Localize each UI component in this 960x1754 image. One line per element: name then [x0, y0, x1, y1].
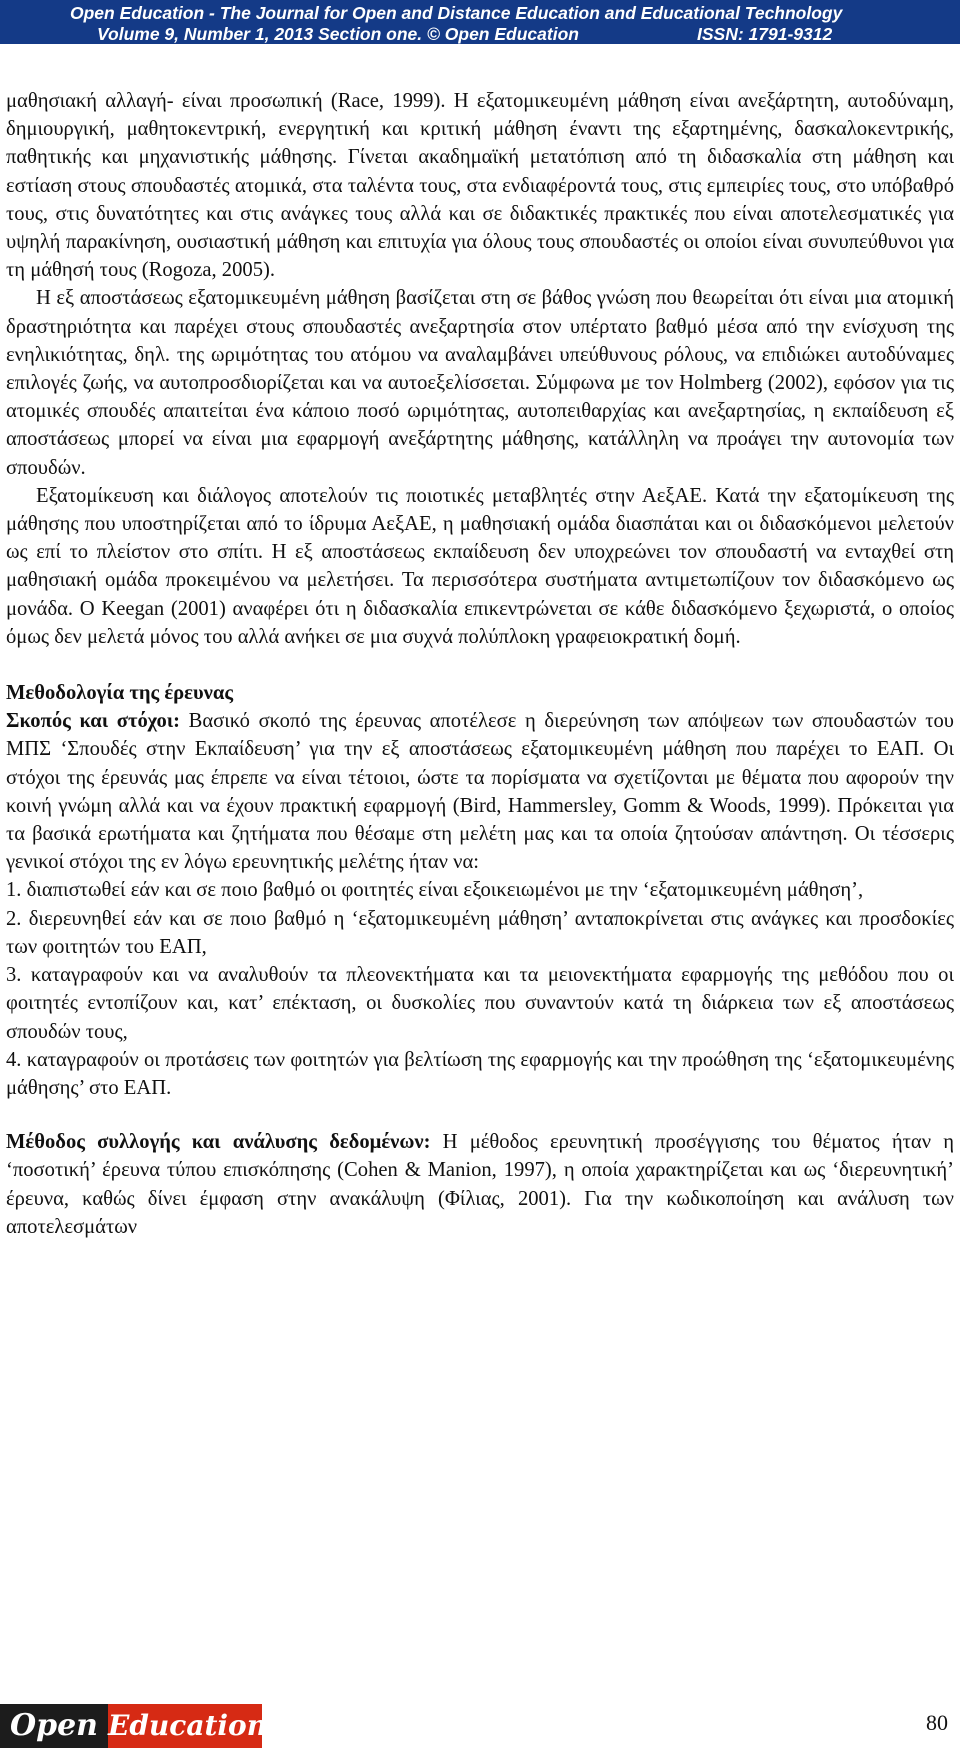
- method-label: Μέθοδος συλλογής και ανάλυσης δεδομένων:: [6, 1131, 431, 1154]
- aims-label: Σκοπός και στόχοι:: [6, 710, 180, 733]
- spacer: [6, 1102, 954, 1128]
- paragraph-1: μαθησιακή αλλαγή- είναι προσωπική (Race, 1999). Η εξατομικευμένη μάθηση είναι ανεξάρτητη, αυτοδύναμη, δημιουργική, μαθητοκεντρική, ενεργητική και κριτική μάθηση έναντι της εξαρτημένης, δασκαλοκεντρικής, παθητικής και μηχανιστικής μάθησης. Γίνεται ακαδημαϊκή μετατόπιση από τη διδασκαλία στη μάθηση και εστίαση στους σπουδαστές ατομικά, στα ταλέντα τους, στα ενδιαφέροντά τους, στις εμπειρίες τους, στο υπόβαθρό τους, στις δυνατότητες και στις ανάγκες τους αλλά και σε διδακτικές πρακτικές που είναι αποτελεσματικές για υψηλή παρακίνηση, ουσιαστική μάθηση και επιτυχία για όλους τους σπουδαστές οι οποίοι είναι συνυπεύθυνοι για τη μάθησή τους (Rogoza, 2005).: [6, 90, 954, 282]
- paragraph-2: Η εξ αποστάσεως εξατομικευμένη μάθηση βασίζεται στη σε βάθος γνώση που θεωρείται ότι είναι μια ατομική δραστηριότητα και παρέχει στους σπουδαστές ανεξαρτησία στον υπέρτατο βαθμό μέσα από την ενίσχυση της ενηλικιότητας, δηλ. της ωριμότητας του ατόμου να αναλαμβάνει υπεύθυνους ρόλους, να επιδιώκει αυτοδύναμες επιλογές ζωής, να αυτοπροσδιορίζεται και να αυτοεξελίσσεται. Σύμφωνα με τον Holmberg (2002), εφόσον για τις ατομικές σπουδές απαιτείται ένα κάποιο ποσό ωριμότητας, αυτοπειθαρχίας και ανεξαρτησίας, η εκπαίδευση εξ αποστάσεως μπορεί να είναι μια εφαρμογή ανεξάρτητης μάθησης, κατάλληλη να προάγει την αυτονομία των σπουδών.: [6, 287, 954, 479]
- aims-text: Βασικό σκοπό της έρευνας αποτέλεσε η διερεύνηση των απόψεων των σπουδαστών του ΜΠΣ ‘Σπουδές στην Εκπαίδευση’ για την εξ αποστάσεως εξατομικευμένη μάθηση που παρέχει το ΕΑΠ. Οι στόχοι της έρευνάς μας έπρεπε να είναι τέτοιοι, ώστε τα πορίσματα να σχετίζονται με θέματα που αφορούν την κοινή γνώμη αλλά και να έχουν πρακτική εφαρμογή (Bird, Hammersley, Gomm & Woods, 1999). Πρόκειται για τα βασικά ερωτήματα και ζητήματα που θέσαμε στη μελέτη μας και τα οποία ζητούσαν απάντηση. Οι τέσσερις γενικοί στόχοι της εν λόγω ερευνητικής μελέτης ήταν να:: [6, 710, 954, 874]
- spacer: [6, 651, 954, 679]
- logo-education: Education: [108, 1704, 262, 1748]
- goal-item: 1. διαπιστωθεί εάν και σε ποιο βαθμό οι φοιτητές είναι εξοικειωμένοι με την ‘εξατομικευμένη μάθηση’,: [6, 879, 864, 902]
- goal-item: 2. διερευνηθεί εάν και σε ποιο βαθμό η ‘εξατομικευμένη μάθηση’ ανταποκρίνεται στις ανάγκες και προσδοκίες των φοιτητών του ΕΑΠ,: [6, 907, 954, 958]
- open-education-logo: [0, 1704, 268, 1748]
- volume-info: Volume 9, Number 1, 2013 Section one. © Open Education: [97, 24, 579, 44]
- section-heading: Μεθοδολογία της έρευνας: [6, 682, 234, 705]
- aims-paragraph: [6, 707, 954, 876]
- journal-title: Open Education - The Journal for Open and Distance Education and Educational Technology: [70, 3, 843, 23]
- logo-open: Open: [0, 1704, 108, 1748]
- method-text: Η μέθοδος ερευνητική προσέγγισης του θέματος ήταν η ‘ποσοτική’ έρευνα τύπου επισκόπησης (Cohen & Manion, 1997), η οποία χαρακτηρίζεται και ως ‘διερευνητική’ έρευνα, καθώς δίνει έμφαση στην ανακάλυψη (Φίλιας, 2001). Για την κωδικοποίηση και ανάλυση των αποτελεσμάτων: [6, 1131, 955, 1238]
- goal-item: 3. καταγραφούν και να αναλυθούν τα πλεονεκτήματα και τα μειονεκτήματα εφαρμογής της μεθόδου που οι φοιτητές εντοπίζουν και, κατ’ επέκταση, οι δυσκολίες που συναντούν κατά τη διάρκεια των εξ αποστάσεως σπουδών τους,: [6, 964, 954, 1043]
- volume-line: [97, 24, 867, 44]
- paragraph-3: Εξατομίκευση και διάλογος αποτελούν τις ποιοτικές μεταβλητές στην ΑεξΑΕ. Κατά την εξατομίκευση της μάθησης που υποστηρίζεται από το ίδρυμα ΑεξΑΕ, η μαθησιακή ομάδα διασπάται και οι διδασκόμενοι μελετούν ως επί το πλείστον στο σπίτι. Η εξ αποστάσεως εκπαίδευση δεν υποχρεώνει τον σπουδαστή να ενταχθεί στη μαθησιακή ομάδα προκειμένου να μελετήσει. Τα περισσότερα συστήματα αντιμετωπίζουν τον διδασκόμενο ως μονάδα. Ο Keegan (2001) αναφέρει ότι η διδασκαλία επικεντρώνεται σε κάθε διδασκόμενο ξεχωριστά, ο οποίος όμως δεν μελετά μόνος του αλλά ανήκει σε μια συχνά πολύπλοκη γραφειοκρατική δομή.: [6, 484, 954, 648]
- article-body: [6, 87, 954, 1241]
- page-number: 80: [926, 1710, 948, 1735]
- goal-item: 4. καταγραφούν οι προτάσεις των φοιτητών για βελτίωση της εφαρμογής και την προώθηση της ‘εξατομικευμένης μάθησης’ στο ΕΑΠ.: [6, 1048, 954, 1099]
- issn: ISSN: 1791-9312: [697, 24, 833, 44]
- journal-header: [0, 0, 960, 44]
- method-paragraph: [6, 1128, 954, 1241]
- page-footer: [0, 1700, 960, 1750]
